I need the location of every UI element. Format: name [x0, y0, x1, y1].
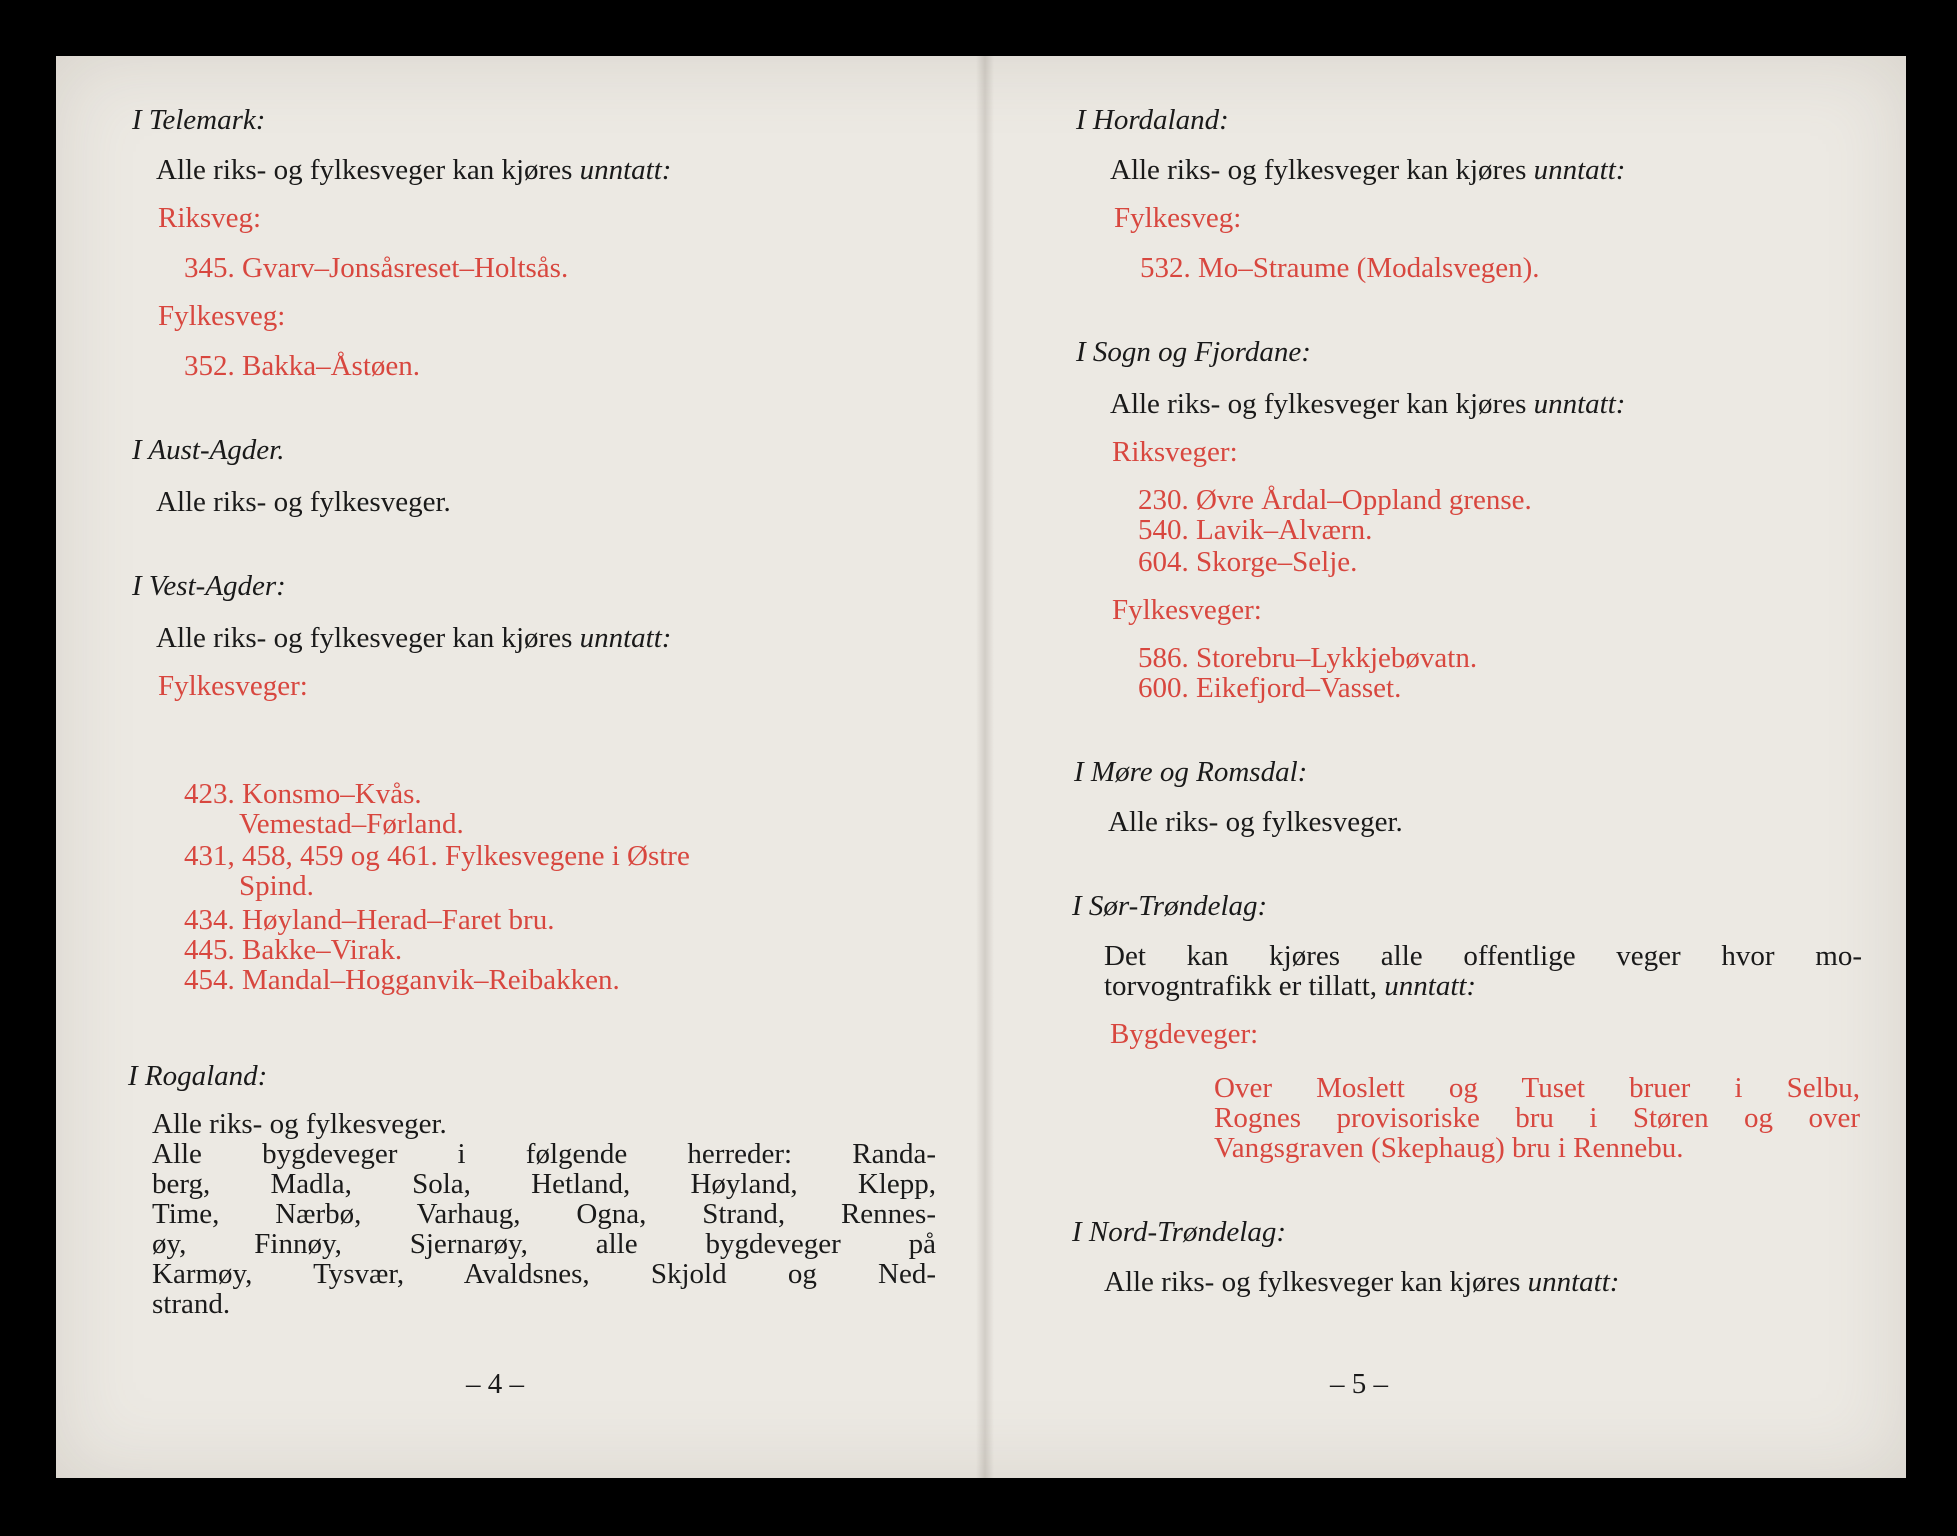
rogaland-line: Alle bygdeveger i følgende herreder: Randa-: [152, 1138, 936, 1170]
vest-agder-item: 434. Høyland–Herad–Faret bru.: [184, 904, 555, 936]
sor-trondelag-item: Vangsgraven (Skephaug) bru i Rennebu.: [1214, 1132, 1684, 1164]
page-fold: [976, 56, 994, 1478]
telemark-riksveg-item: 345. Gvarv–Jonsåsreset–Holtsås.: [184, 252, 569, 284]
nord-trondelag-intro: Alle riks- og fylkesveger kan kjøres unntatt:: [1104, 1266, 1620, 1298]
telemark-fylkesveg-item: 352. Bakka–Åstøen.: [184, 350, 420, 382]
sor-trondelag-line1: Det kan kjøres alle offentlige veger hvor mo-: [1104, 940, 1862, 972]
vest-agder-item: 431, 458, 459 og 461. Fylkesvegene i Østre: [184, 840, 690, 872]
sogn-fylkesveger-label: Fylkesveger:: [1112, 594, 1262, 626]
sogn-fylkesveg-item: 586. Storebru–Lykkjebøvatn.: [1138, 642, 1478, 674]
vest-agder-item: Vemestad–Førland.: [239, 808, 464, 840]
telemark-fylkesveg-label: Fylkesveg:: [158, 300, 286, 332]
telemark-intro: Alle riks- og fylkesveger kan kjøres unntatt:: [156, 154, 672, 186]
sogn-intro: Alle riks- og fylkesveger kan kjøres unntatt:: [1110, 388, 1626, 420]
heading-more-og-romsdal: I Møre og Romsdal:: [1074, 756, 1308, 788]
heading-vest-agder: I Vest-Agder:: [132, 570, 286, 602]
aust-agder-text: Alle riks- og fylkesveger.: [156, 486, 451, 518]
sogn-riksveg-item: 540. Lavik–Alværn.: [1138, 514, 1373, 546]
hordaland-intro: Alle riks- og fylkesveger kan kjøres unntatt:: [1110, 154, 1626, 186]
sogn-riksveg-item: 230. Øvre Årdal–Oppland grense.: [1138, 484, 1532, 516]
page-number: – 4 –: [466, 1368, 524, 1400]
vest-agder-fylkesveger-label: Fylkesveger:: [158, 670, 308, 702]
vest-agder-item: 423. Konsmo–Kvås.: [184, 778, 422, 810]
heading-aust-agder: I Aust-Agder.: [132, 434, 285, 466]
heading-nord-trondelag: I Nord-Trøndelag:: [1072, 1216, 1287, 1248]
vest-agder-item: Spind.: [239, 870, 314, 902]
rogaland-line: Alle riks- og fylkesveger.: [152, 1108, 447, 1140]
heading-hordaland: I Hordaland:: [1076, 104, 1229, 136]
sor-trondelag-item: Rognes provisoriske bru i Støren og over: [1214, 1102, 1860, 1134]
heading-rogaland: I Rogaland:: [128, 1060, 268, 1092]
sogn-fylkesveg-item: 600. Eikefjord–Vasset.: [1138, 672, 1402, 704]
heading-sogn-og-fjordane: I Sogn og Fjordane:: [1076, 336, 1311, 368]
rogaland-line: øy, Finnøy, Sjernarøy, alle bygdeveger på: [152, 1228, 936, 1260]
rogaland-line: Time, Nærbø, Varhaug, Ogna, Strand, Rennes-: [152, 1198, 936, 1230]
rogaland-line: Karmøy, Tysvær, Avaldsnes, Skjold og Ned-: [152, 1258, 936, 1290]
vest-agder-intro: Alle riks- og fylkesveger kan kjøres unntatt:: [156, 622, 672, 654]
hordaland-item: 532. Mo–Straume (Modalsvegen).: [1140, 252, 1540, 284]
vest-agder-item: 445. Bakke–Virak.: [184, 934, 403, 966]
heading-sor-trondelag: I Sør-Trøndelag:: [1072, 890, 1268, 922]
page-4: [56, 56, 976, 1478]
vest-agder-item: 454. Mandal–Hogganvik–Reibakken.: [184, 964, 620, 996]
rogaland-line: berg, Madla, Sola, Hetland, Høyland, Klepp,: [152, 1168, 936, 1200]
telemark-riksveg-label: Riksveg:: [158, 202, 262, 234]
page-5: [994, 56, 1906, 1478]
page-number: – 5 –: [1330, 1368, 1388, 1400]
rogaland-line: strand.: [152, 1288, 231, 1320]
hordaland-fylkesveg-label: Fylkesveg:: [1114, 202, 1242, 234]
more-text: Alle riks- og fylkesveger.: [1108, 806, 1403, 838]
sor-trondelag-line2: torvogntrafikk er tillatt, unntatt:: [1104, 970, 1477, 1002]
sogn-riksveger-label: Riksveger:: [1112, 436, 1238, 468]
sor-trondelag-bygdeveger-label: Bygdeveger:: [1110, 1018, 1259, 1050]
sor-trondelag-item: Over Moslett og Tuset bruer i Selbu,: [1214, 1072, 1860, 1104]
sogn-riksveg-item: 604. Skorge–Selje.: [1138, 546, 1358, 578]
heading-telemark: I Telemark:: [132, 104, 266, 136]
